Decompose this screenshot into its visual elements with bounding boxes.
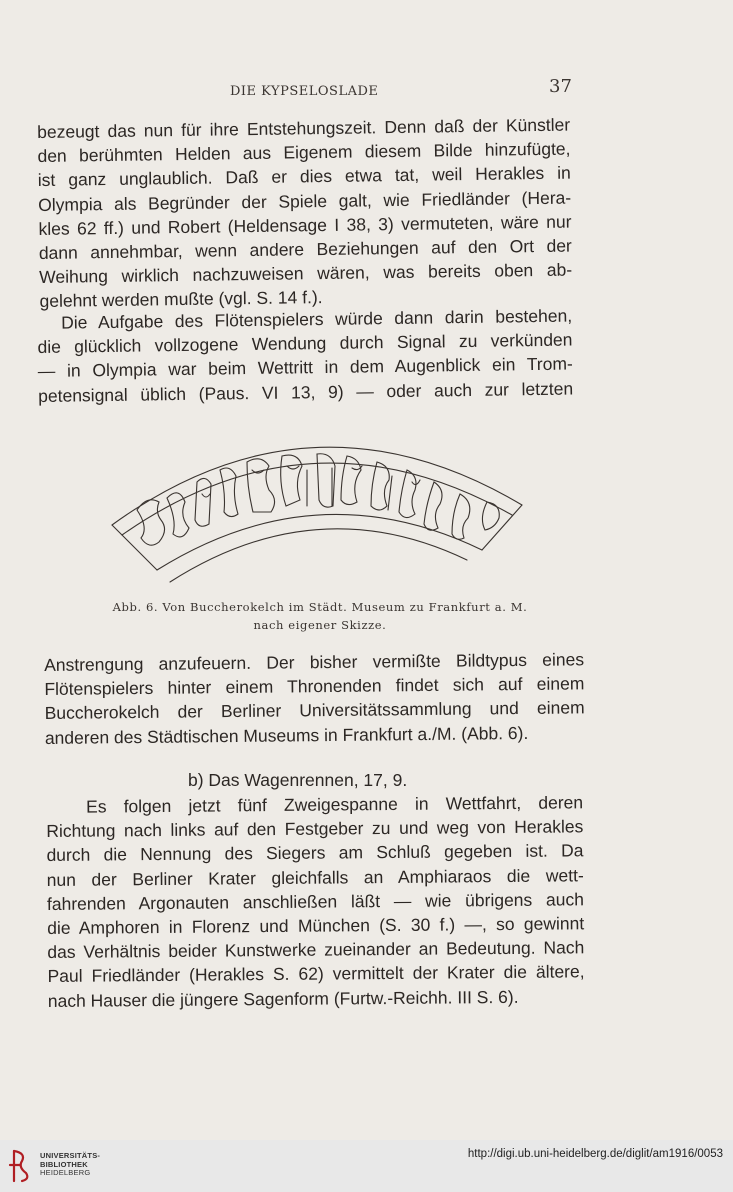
paragraph-3 (44, 647, 585, 749)
text-line: durch die Nennung des Siegers am Schluß gegeben ist. Da (46, 840, 584, 866)
text-line: fahrenden Argonauten anschließen läßt — wie übrigens auch (46, 889, 585, 914)
permalink-url[interactable]: http://digi.ub.uni-heidelberg.de/diglit/am1916/0053 (467, 1148, 723, 1160)
caption-line-1: Abb. 6. Von Buccherokelch im Städt. Museum zu Frankfurt a. M. (112, 600, 528, 614)
text-line: die glücklich vollzogene Wendung durch Signal zu verkünden (37, 329, 573, 358)
library-name-line-3: HEIDELBERG (40, 1168, 91, 1177)
text-line: ist ganz unglaublich. Daß er dies etwa tat, weil Herakles in (37, 162, 571, 191)
library-name-line-1: UNIVERSITÄTS- (40, 1151, 101, 1160)
text-line: Paul Friedländer (Herakles S. 62) vermittelt der Krater die ältere, (47, 961, 585, 987)
text-line: Richtung nach links auf den Festgeber zu und weg von Herakles (46, 816, 584, 842)
page-number: 37 (549, 76, 572, 97)
text-line: Olympia als Begründer der Spiele galt, wie Friedländer (Hera- (38, 187, 572, 215)
library-name (40, 1152, 100, 1178)
text-line: petensignal üblich (Paus. VI 13, 9) — oder auch zur letzten (38, 378, 574, 406)
text-line: Flötenspielers hinter einem Thronenden findet sich auf einem (44, 673, 585, 700)
paragraph-4 (46, 790, 585, 1013)
text-line: Die Aufgabe des Flötenspielers würde dann darin bestehen, (61, 305, 573, 333)
text-line: Anstrengung anzufeuern. Der bisher vermißte Bildtypus eines (44, 649, 585, 675)
text-line: Buccherokelch der Berliner Universitätssammlung und einem (44, 697, 585, 724)
library-name-line-2: BIBLIOTHEK (40, 1159, 88, 1169)
figure-caption (80, 598, 560, 634)
section-heading: b) Das Wagenrennen, 17, 9. (188, 770, 408, 790)
text-line: kles 62 ff.) und Robert (Heldensage I 38, 3) vermuteten, wäre nur (38, 211, 572, 239)
caption-line-2: nach eigener Skizze. (253, 618, 387, 632)
text-line: die Amphoren in Florenz und München (S. 30 f.) —, so gewinnt (47, 913, 585, 939)
paragraph-1 (37, 113, 573, 314)
running-title: DIE KYPSELOSLADE (230, 84, 379, 99)
text-line: dann annehmbar, wenn andere Beziehungen auf den Ort der (38, 235, 572, 264)
text-line: nun der Berliner Krater gleichfalls an Amphiaraos die wett- (46, 864, 584, 890)
text-line: das Verhältnis beider Kunstwerke zueinander an Bedeutung. Nach (47, 937, 585, 963)
paragraph-2 (37, 304, 573, 408)
text-line: Es folgen jetzt fünf Zweigespanne in Wettfahrt, deren (86, 792, 584, 817)
text-line: nach Hauser die jüngere Sagenform (Furtw.-Reichh. III S. 6). (47, 986, 519, 1011)
text-line: bezeugt das nun für ihre Entstehungszeit. Denn daß der Künstler (37, 114, 571, 142)
text-line: Weihung wirklich nachzuweisen wären, was bereits oben ab- (39, 259, 573, 288)
text-line: — in Olympia war beim Wettritt in dem Augenblick ein Trom- (37, 353, 573, 382)
heidelberg-library-logo (8, 1147, 34, 1185)
text-line: gelehnt werden mußte (vgl. S. 14 f.). (39, 287, 323, 312)
kylix-frieze-figure (92, 410, 532, 595)
text-line: anderen des Städtischen Museums in Frankfurt a./M. (Abb. 6). (44, 722, 529, 748)
text-line: den berühmten Helden aus Eigenem diesem Bilde hinzufügte, (37, 138, 571, 167)
